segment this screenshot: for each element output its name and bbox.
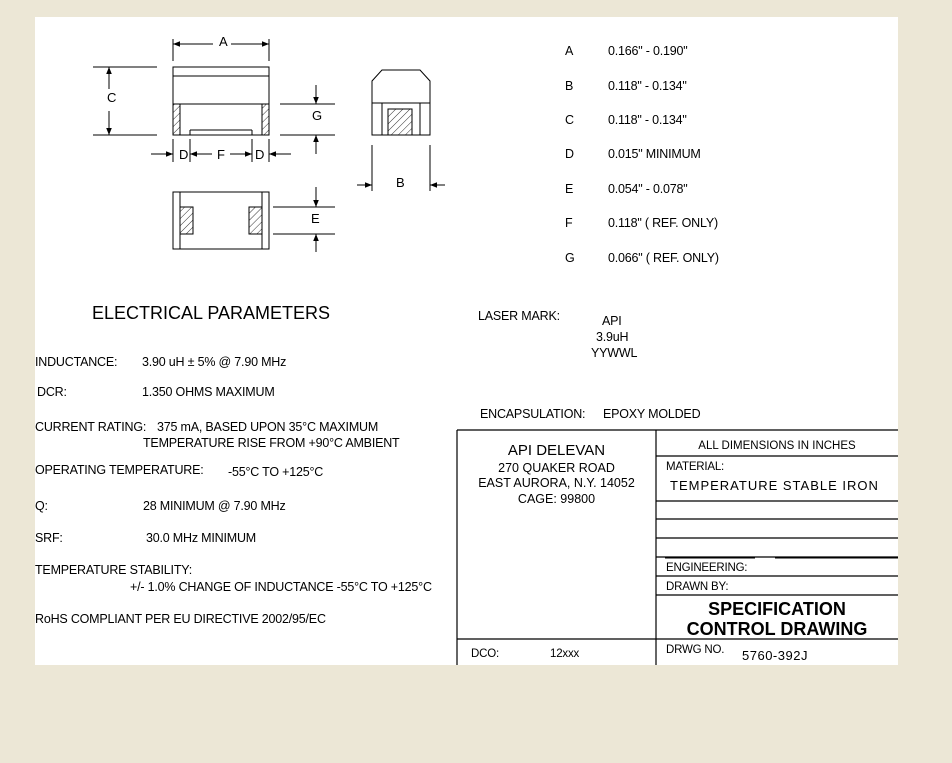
- dim-label-a: A: [219, 34, 228, 49]
- inductance-value: 3.90 uH ± 5% @ 7.90 MHz: [142, 355, 287, 369]
- srf-label: SRF:: [35, 531, 63, 545]
- dco-label: DCO:: [471, 648, 499, 660]
- company-address-2: EAST AURORA, N.Y. 14052: [478, 476, 635, 490]
- dim-label-g: G: [312, 108, 322, 123]
- q-label: Q:: [35, 499, 48, 513]
- dim-row-letter: G: [565, 251, 575, 265]
- dim-label-f: F: [217, 147, 225, 162]
- laser-mark-line-3: YYWWL: [591, 346, 638, 360]
- cage-code: CAGE: 99800: [517, 492, 596, 506]
- dim-label-c: C: [107, 90, 117, 105]
- company-name: API DELEVAN: [507, 442, 606, 459]
- laser-mark-line-1: API: [602, 314, 622, 328]
- dim-label-b: B: [396, 175, 405, 190]
- dim-label-d-left: D: [179, 147, 189, 162]
- dim-row-letter: E: [565, 182, 574, 196]
- laser-mark-line-2: 3.9uH: [596, 330, 629, 344]
- dim-row-value: 0.015" MINIMUM: [608, 147, 701, 161]
- dim-row-letter: C: [565, 113, 574, 127]
- company-address-1: 270 QUAKER ROAD: [498, 461, 615, 475]
- temp-stability-label: TEMPERATURE STABILITY:: [35, 563, 192, 577]
- q-value: 28 MINIMUM @ 7.90 MHz: [143, 499, 286, 513]
- dim-row-value: 0.118" ( REF. ONLY): [608, 216, 718, 230]
- current-rating-label: CURRENT RATING:: [35, 420, 147, 434]
- material-label: MATERIAL:: [666, 461, 725, 473]
- dim-label-e: E: [311, 211, 320, 226]
- dim-row-letter: B: [565, 79, 574, 93]
- dim-row-letter: A: [565, 44, 574, 58]
- dim-row-value: 0.066" ( REF. ONLY): [608, 251, 719, 265]
- encapsulation-value: EPOXY MOLDED: [603, 407, 701, 421]
- dim-row-letter: D: [565, 147, 574, 161]
- operating-temp-value: -55°C TO +125°C: [228, 465, 324, 479]
- drawing-title-1: SPECIFICATION: [708, 599, 846, 619]
- current-rating-value-1: 375 mA, BASED UPON 35°C MAXIMUM: [157, 420, 379, 434]
- inductance-label: INDUCTANCE:: [35, 355, 118, 369]
- dco-value: 12xxx: [550, 648, 580, 660]
- temp-stability-value: +/- 1.0% CHANGE OF INDUCTANCE -55°C TO +125°C: [130, 580, 432, 594]
- side-view-body: [173, 67, 269, 135]
- dim-row-value: 0.118" - 0.134": [608, 79, 687, 93]
- dim-label-d-right: D: [255, 147, 265, 162]
- dcr-label: DCR:: [37, 385, 67, 399]
- dcr-value: 1.350 OHMS MAXIMUM: [142, 385, 275, 399]
- current-rating-value-2: TEMPERATURE RISE FROM +90°C AMBIENT: [143, 436, 400, 450]
- drawing-number-value: 5760-392J: [742, 648, 808, 663]
- rohs-statement: RoHS COMPLIANT PER EU DIRECTIVE 2002/95/EC: [35, 612, 326, 626]
- laser-mark-label: LASER MARK:: [478, 309, 560, 323]
- engineering-label: ENGINEERING:: [666, 562, 748, 574]
- encapsulation-label: ENCAPSULATION:: [480, 407, 586, 421]
- electrical-heading: ELECTRICAL PARAMETERS: [92, 303, 331, 323]
- operating-temp-label: OPERATING TEMPERATURE:: [35, 463, 204, 477]
- srf-value: 30.0 MHz MINIMUM: [146, 531, 257, 545]
- dim-row-value: 0.054" - 0.078": [608, 182, 688, 196]
- all-dimensions-note: ALL DIMENSIONS IN INCHES: [698, 440, 856, 452]
- drawn-by-label: DRAWN BY:: [666, 581, 729, 593]
- material-value: TEMPERATURE STABLE IRON: [670, 478, 879, 493]
- dim-row-letter: F: [565, 216, 573, 230]
- drawing-number-label: DRWG NO.: [666, 644, 725, 656]
- dim-row-value: 0.166" - 0.190": [608, 44, 688, 58]
- drawing-sheet: [35, 17, 898, 665]
- dim-row-value: 0.118" - 0.134": [608, 113, 687, 127]
- drawing-title-2: CONTROL DRAWING: [686, 619, 868, 639]
